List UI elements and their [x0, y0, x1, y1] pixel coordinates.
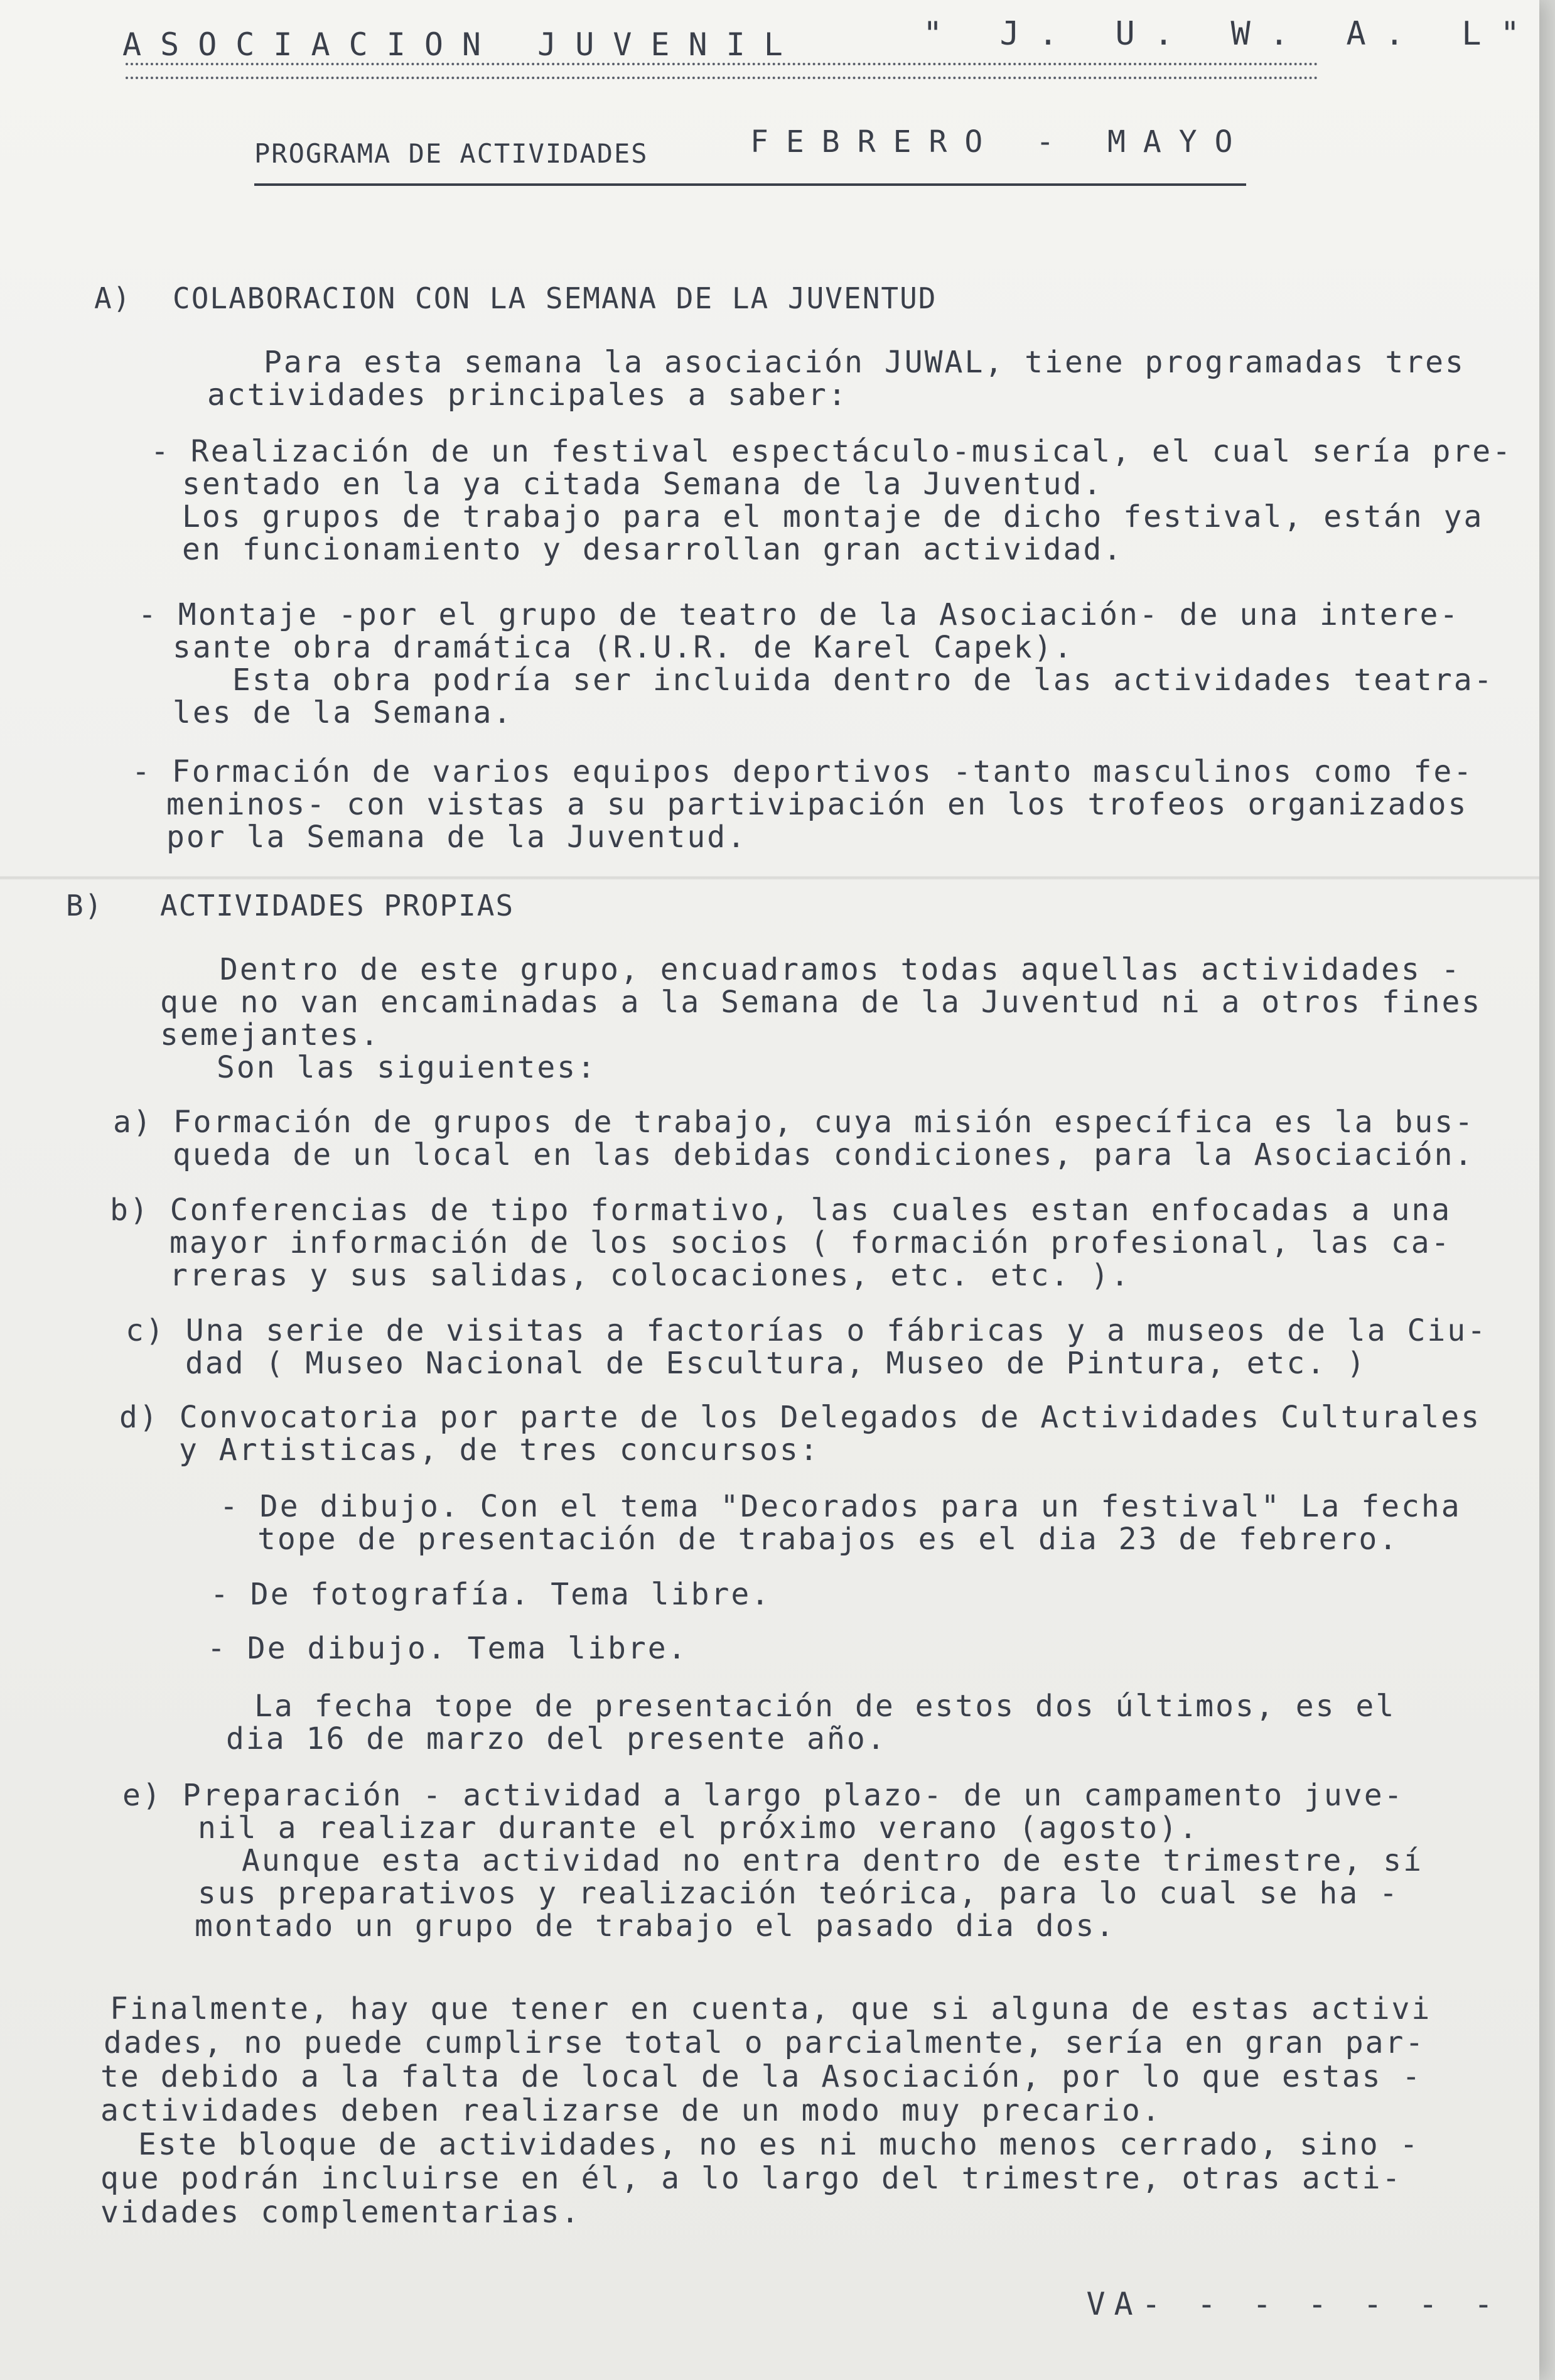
closing-line-2: dades, no puede cumplirse total o parcialmente, sería en gran par-	[104, 2025, 1426, 2060]
activity-b-line-3: rreras y sus salidas, colocaciones, etc. etc. ).	[169, 1258, 1131, 1293]
section-a-item-3-line-1: - Formación de varios equipos deportivos -tanto masculinos como fe-	[132, 754, 1474, 789]
section-a-item-3-line-3: por la Semana de la Juventud.	[166, 819, 748, 855]
activity-a-line-1: a) Formación de grupos de trabajo, cuya misión específica es la bus-	[113, 1105, 1475, 1140]
section-b-intro-line-2: que no van encaminadas a la Semana de la Juventud ni a otros fines	[160, 985, 1482, 1020]
continues-marker: VA- - - - - - -	[1086, 2286, 1502, 2322]
title-double-rule-top	[126, 63, 1318, 65]
section-a-item-2-line-1: - Montaje -por el grupo de teatro de la Asociación- de una intere-	[138, 597, 1460, 632]
section-a-item-2-line-2: sante obra dramática (R.U.R. de Karel Capek).	[173, 630, 1074, 665]
section-b-marker: B)	[66, 889, 104, 922]
contest-2-line: - De fotografía. Tema libre.	[210, 1577, 772, 1612]
section-b-intro-line-4: Son las siguientes:	[217, 1050, 598, 1085]
section-b-heading: ACTIVIDADES PROPIAS	[160, 889, 515, 922]
closing-line-1: Finalmente, hay que tener en cuenta, que si alguna de estas activi	[110, 1991, 1432, 2026]
closing-line-4: actividades deben realizarse de un modo muy precario.	[100, 2093, 1162, 2128]
title-double-rule-bottom	[126, 77, 1318, 79]
section-a-item-1-line-4: en funcionamiento y desarrollan gran actividad.	[182, 532, 1124, 567]
section-a-intro-line-2: actividades principales a saber:	[207, 377, 848, 413]
program-title: PROGRAMA DE ACTIVIDADES	[254, 138, 648, 169]
activity-b-line-1: b) Conferencias de tipo formativo, las cuales estan enfocadas a una	[110, 1193, 1452, 1228]
activity-b-line-2: mayor información de los socios ( formación profesional, las ca-	[169, 1225, 1451, 1260]
activity-d-line-2: y Artisticas, de tres concursos:	[179, 1432, 820, 1468]
program-underline	[254, 183, 1246, 186]
activity-e-line-5: montado un grupo de trabajo el pasado dia dos.	[195, 1908, 1116, 1944]
contest-1-line-1: - De dibujo. Con el tema "Decorados para un festival" La fecha	[220, 1489, 1461, 1524]
paper-fold	[0, 876, 1539, 880]
activity-a-line-2: queda de un local en las debidas condiciones, para la Asociación.	[173, 1137, 1475, 1172]
closing-line-3: te debido a la falta de local de la Asociación, por lo que estas -	[100, 2059, 1423, 2094]
activity-e-line-4: sus preparativos y realización teórica, para lo cual se ha -	[198, 1876, 1399, 1911]
association-title: ASOCIACION JUVENIL	[122, 26, 802, 63]
section-a-item-1-line-1: - Realización de un festival espectáculo-musical, el cual sería pre-	[151, 434, 1513, 469]
section-a-item-3-line-2: meninos- con vistas a su partivipación en los trofeos organizados	[166, 787, 1468, 822]
closing-line-5: Este bloque de actividades, no es ni mucho menos cerrado, sino -	[138, 2127, 1420, 2162]
activity-d-line-1: d) Convocatoria por parte de los Delegados de Actividades Culturales	[119, 1400, 1482, 1435]
section-b-intro-line-3: semejantes.	[160, 1017, 380, 1052]
activity-c-line-2: dad ( Museo Nacional de Escultura, Museo de Pintura, etc. )	[185, 1346, 1367, 1381]
section-a-heading: COLABORACION CON LA SEMANA DE LA JUVENTUD	[173, 281, 937, 315]
program-months: FEBRERO - MAYO	[750, 124, 1251, 160]
contests-deadline-line-1: La fecha tope de presentación de estos dos últimos, es el	[254, 1689, 1396, 1724]
activity-e-line-2: nil a realizar durante el próximo verano (agosto).	[198, 1810, 1199, 1846]
section-a-item-2-line-4: les de la Semana.	[173, 695, 514, 730]
activity-c-line-1: c) Una serie de visitas a factorías o fábricas y a museos de la Ciu-	[126, 1313, 1488, 1348]
activity-e-line-1: e) Preparación - actividad a largo plazo- de un campamento juve-	[122, 1778, 1404, 1813]
closing-line-6: que podrán incluirse en él, a lo largo del trimestre, otras acti-	[100, 2161, 1402, 2196]
section-b-intro-line-1: Dentro de este grupo, encuadramos todas aquellas actividades -	[220, 952, 1461, 987]
activity-e-line-3: Aunque esta actividad no entra dentro de este trimestre, sí	[242, 1843, 1424, 1878]
contests-deadline-line-2: dia 16 de marzo del presente año.	[226, 1721, 887, 1756]
contest-3-line: - De dibujo. Tema libre.	[207, 1631, 688, 1666]
section-a-marker: A)	[94, 281, 132, 315]
association-acronym: " J. U. W. A. L"	[923, 15, 1539, 53]
closing-line-7: vidades complementarias.	[100, 2195, 581, 2230]
section-a-intro-line-1: Para esta semana la asociación JUWAL, tiene programadas tres	[264, 345, 1465, 380]
contest-1-line-2: tope de presentación de trabajos es el dia 23 de febrero.	[257, 1522, 1399, 1557]
section-a-item-1-line-3: Los grupos de trabajo para el montaje de dicho festival, están ya	[182, 499, 1484, 534]
section-a-item-1-line-2: sentado en la ya citada Semana de la Juventud.	[182, 467, 1104, 502]
section-a-item-2-line-3: Esta obra podría ser incluida dentro de las actividades teatra-	[232, 663, 1494, 698]
